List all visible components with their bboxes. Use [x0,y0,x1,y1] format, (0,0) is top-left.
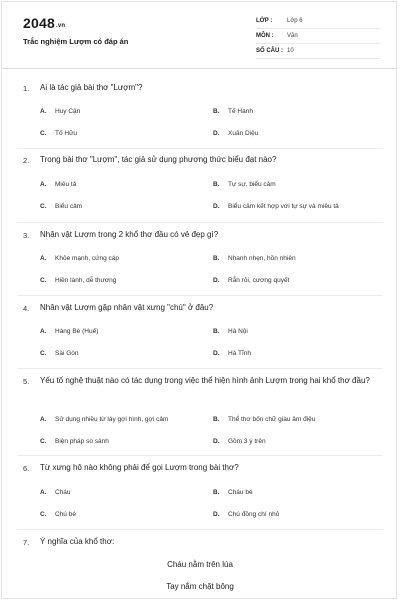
option-letter: D. [213,277,220,284]
option-a[interactable] [40,108,80,115]
option-text: Thể thơ bốn chữ giàu âm điệu [228,416,316,423]
option-text: Sài Gòn [55,350,79,357]
option-c[interactable] [40,277,116,284]
meta-class [256,15,380,29]
question-separator [17,295,383,296]
option-a[interactable] [40,255,119,262]
logo-tld: .vn [55,23,66,29]
question-text: Ý nghĩa của khổ thơ: [40,537,115,546]
option-text: Huy Cận [55,108,81,115]
option-text: Cháu [55,489,71,496]
option-text: Sử dụng nhiều từ láy gợi hình, gợi cảm [55,416,169,423]
meta-count-key: SỐ CÂU : [256,48,283,54]
option-text: Hà Nội [228,328,248,335]
option-letter: C. [40,350,47,357]
question-separator [17,222,383,223]
question-text: Từ xưng hô nào không phải để gọi Lượm trong bài thơ? [40,463,239,472]
option-d[interactable] [213,277,289,284]
option-letter: C. [40,277,47,284]
option-d[interactable] [213,350,251,357]
option-b[interactable] [213,489,253,496]
option-c[interactable] [40,130,77,137]
question-number: 5. [23,377,30,386]
option-text: Hiền lành, dễ thương [55,277,117,284]
option-letter: D. [213,130,220,137]
option-letter: D. [213,203,220,210]
question-number: 2. [23,156,30,165]
poem-line: Cháu nằm trên lúa [167,560,233,569]
option-letter: C. [40,438,47,445]
option-letter: B. [213,181,220,188]
option-letter: D. [213,350,220,357]
option-letter: B. [213,328,220,335]
option-text: Chú đồng chí nhỏ [228,511,280,518]
question-number: 7. [23,538,30,547]
option-a[interactable] [40,181,76,188]
meta-count-value: 10 [287,48,294,54]
option-text: Miêu tả [55,181,77,188]
option-d[interactable] [213,511,279,518]
question-text: Ai là tác giả bài thơ "Lượm"? [40,83,143,92]
option-c[interactable] [40,203,82,210]
poem-line: Tay nắm chặt bông [166,582,234,591]
option-text: Rắn rỏi, cương quyết [228,277,290,284]
option-letter: A. [40,181,47,188]
option-text: Biểu cảm kết hợp với tự sự và miêu tả [228,203,339,210]
question-separator [17,148,383,149]
option-a[interactable] [40,328,98,335]
option-c[interactable] [40,438,109,445]
question-separator [17,529,383,530]
page-title: Trắc nghiệm Lượm có đáp án [23,37,129,46]
question-text: Trong bài thơ "Lượm", tác giả sử dụng phương thức biểu đạt nào? [40,155,277,164]
option-text: Chú bé [55,511,76,518]
meta-subject-key: MÔN : [256,33,274,39]
option-letter: A. [40,489,47,496]
option-text: Tự sự, biểu cảm [228,181,276,188]
option-d[interactable] [213,438,266,445]
option-letter: D. [213,511,220,518]
logo-text: 2048 [23,15,55,31]
option-letter: B. [213,255,220,262]
option-text: Gồm 3 ý trên [228,438,266,445]
option-b[interactable] [213,328,248,335]
question-number: 1. [23,84,30,93]
option-letter: B. [213,108,220,115]
option-text: Nhanh nhẹn, hồn nhiên [228,255,296,262]
question-number: 6. [23,464,30,473]
option-letter: B. [213,489,220,496]
option-letter: B. [213,416,220,423]
option-text: Tế Hanh [228,108,253,115]
option-letter: A. [40,255,47,262]
question-number: 3. [23,231,30,240]
option-d[interactable] [213,203,339,210]
option-b[interactable] [213,416,315,423]
option-d[interactable] [213,130,258,137]
option-text: Xuân Diệu [228,130,259,137]
question-number: 4. [23,304,30,313]
option-letter: A. [40,108,47,115]
option-letter: C. [40,130,47,137]
header-divider [2,68,398,69]
option-text: Tố Hữu [55,130,78,137]
question-text: Yếu tố nghệ thuật nào có tác dụng trong việc thể hiện hình ảnh Lượm trong hai khổ thơ đầu? [40,376,370,385]
question-text: Nhân vật Lượm gặp nhân vật xưng "chú" ở đâu? [40,303,214,312]
meta-subject-value: Văn [287,33,298,39]
option-c[interactable] [40,350,79,357]
quiz-page [1,1,397,599]
option-text: Biểu cảm [55,203,83,210]
question-text: Nhân vật Lượm trong 2 khổ thơ đầu có vẻ đẹp gì? [40,230,219,239]
question-separator [17,368,383,369]
option-a[interactable] [40,489,71,496]
option-letter: A. [40,416,47,423]
meta-class-key: LỚP : [256,18,273,24]
page-header [2,2,398,68]
option-letter: C. [40,511,47,518]
site-logo[interactable] [23,15,65,31]
option-text: Hà Tĩnh [228,350,252,357]
option-b[interactable] [213,255,296,262]
option-a[interactable] [40,416,168,423]
option-letter: C. [40,203,47,210]
option-text: Cháu bé [228,489,253,496]
option-letter: D. [213,438,220,445]
meta-question-count [256,45,380,59]
meta-class-value: Lớp 6 [287,18,303,24]
option-c[interactable] [40,511,76,518]
question-separator [17,455,383,456]
option-text: Hàng Bè (Huế) [55,328,99,335]
option-b[interactable] [213,181,276,188]
option-text: Biện pháp so sánh [55,438,109,445]
option-text: Khỏe mạnh, cứng cáp [55,255,119,262]
option-letter: A. [40,328,47,335]
option-b[interactable] [213,108,253,115]
meta-subject [256,30,380,44]
